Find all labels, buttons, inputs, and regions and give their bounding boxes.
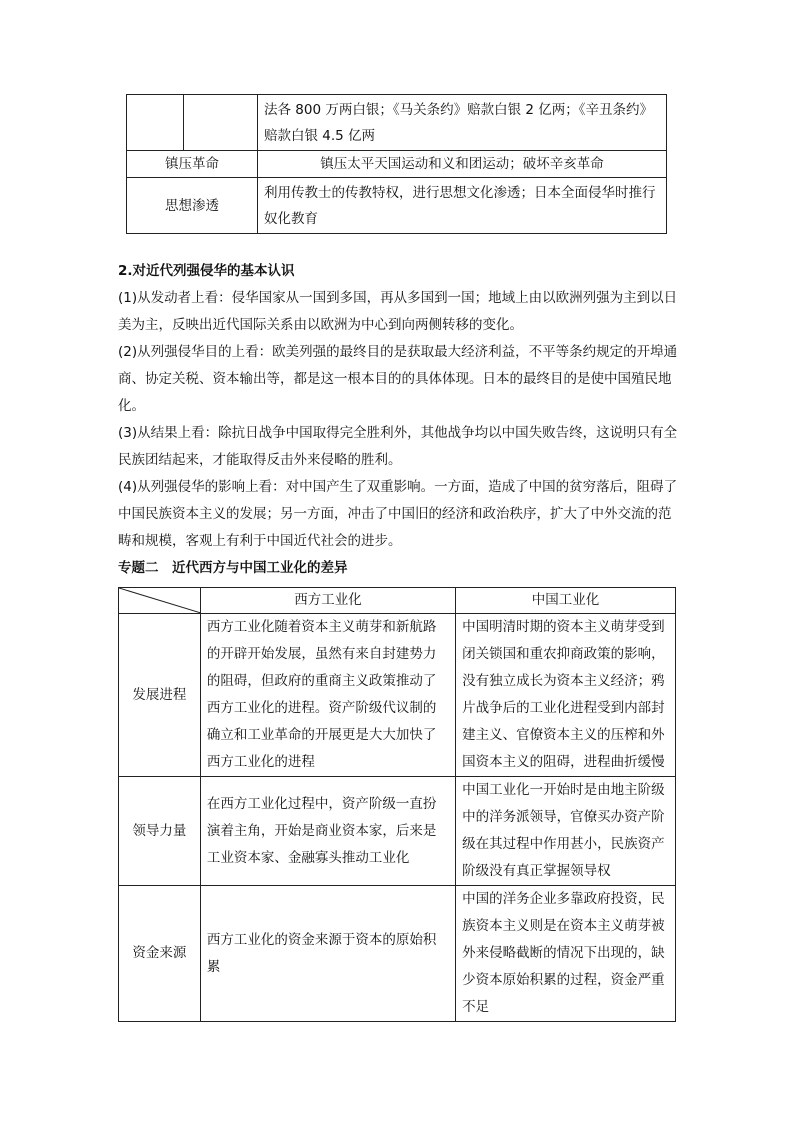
suppress-text: 镇压太平天国运动和义和团运动；破坏辛亥革命 — [258, 151, 667, 178]
row-label: 发展进程 — [119, 614, 201, 777]
diagonal-line — [119, 588, 201, 613]
paragraph-4: (4)从列强侵华的影响上看：对中国产生了双重影响。一方面，造成了中国的贫穷落后，阻碍了中国民族资本主义的发展；另一方面，冲击了中国旧的经济和政治秩序，扩大了中外交流的范畴和规模，客观上有利于中国近代社会的进步。 — [118, 479, 678, 549]
table-row — [119, 614, 676, 777]
section-heading: 2.对近代列强侵华的基本认识 — [118, 263, 295, 279]
invasion-table — [126, 94, 667, 234]
diagonal-header-cell — [119, 588, 201, 614]
col-header-west: 西方工业化 — [200, 588, 455, 614]
table-cell-empty — [184, 95, 258, 151]
row-label: 领导力量 — [119, 777, 201, 886]
table-row — [127, 151, 667, 178]
row-label-suppress: 镇压革命 — [127, 151, 258, 178]
table-row — [119, 886, 676, 1022]
col-header-china: 中国工业化 — [456, 588, 676, 614]
section-2 — [118, 258, 680, 582]
table-row — [127, 178, 667, 234]
china-cell: 中国工业化一开始时是由地主阶级中的洋务派领导，官僚买办资产阶级在其过程中作用甚小，民族资产阶级没有真正掌握领导权 — [456, 777, 676, 886]
ideology-text: 利用传教士的传教特权，进行思想文化渗透；日本全面侵华时推行奴化教育 — [258, 178, 667, 234]
row-label: 资金来源 — [119, 886, 201, 1022]
china-cell: 中国明清时期的资本主义萌芽受到闭关锁国和重农抑商政策的影响，没有独立成长为资本主义经济；鸦片战争后的工业化进程受到内部封建主义、官僚资本主义的压榨和外国资本主义的阻碍，进程曲折缓慢 — [456, 614, 676, 777]
indemnity-text: 法各 800 万两白银；《马关条约》赔款白银 2 亿两；《辛丑条约》赔款白银 4.5 亿两 — [258, 95, 667, 151]
paragraph-2: (2)从列强侵华目的上看：欧美列强的最终目的是获取最大经济利益，不平等条约规定的开埠通商、协定关税、资本输出等，都是这一根本目的的具体体现。日本的最终目的是使中国殖民地化。 — [118, 344, 678, 414]
china-cell: 中国的洋务企业多靠政府投资，民族资本主义则是在资本主义萌芽被外来侵略截断的情况下出现的，缺少资本原始积累的过程，资金严重不足 — [456, 886, 676, 1022]
table-row — [119, 777, 676, 886]
west-cell: 在西方工业化过程中，资产阶级一直扮演着主角，开始是商业资本家，后来是工业资本家、金融寡头推动工业化 — [200, 777, 455, 886]
paragraph-1: (1)从发动者上看：侵华国家从一国到多国，再从多国到一国；地域上由以欧洲列强为主到以日美为主，反映出近代国际关系由以欧洲为中心到向两侧转移的变化。 — [118, 290, 678, 333]
table-header-row — [119, 588, 676, 614]
table-cell-empty — [127, 95, 184, 151]
industrialization-table — [118, 587, 676, 1022]
topic-heading: 专题二 近代西方与中国工业化的差异 — [118, 560, 348, 576]
west-cell: 西方工业化的资金来源于资本的原始积累 — [200, 886, 455, 1022]
table-row — [127, 95, 667, 151]
west-cell: 西方工业化随着资本主义萌芽和新航路的开辟开始发展，虽然有来自封建势力的阻碍，但政府的重商主义政策推动了西方工业化的进程。资产阶级代议制的确立和工业革命的开展更是大大加快了西方工业化的进程 — [200, 614, 455, 777]
row-label-ideology: 思想渗透 — [127, 178, 258, 234]
paragraph-3: (3)从结果上看：除抗日战争中国取得完全胜利外，其他战争均以中国失败告终，这说明只有全民族团结起来，才能取得反击外来侵略的胜利。 — [118, 425, 678, 468]
